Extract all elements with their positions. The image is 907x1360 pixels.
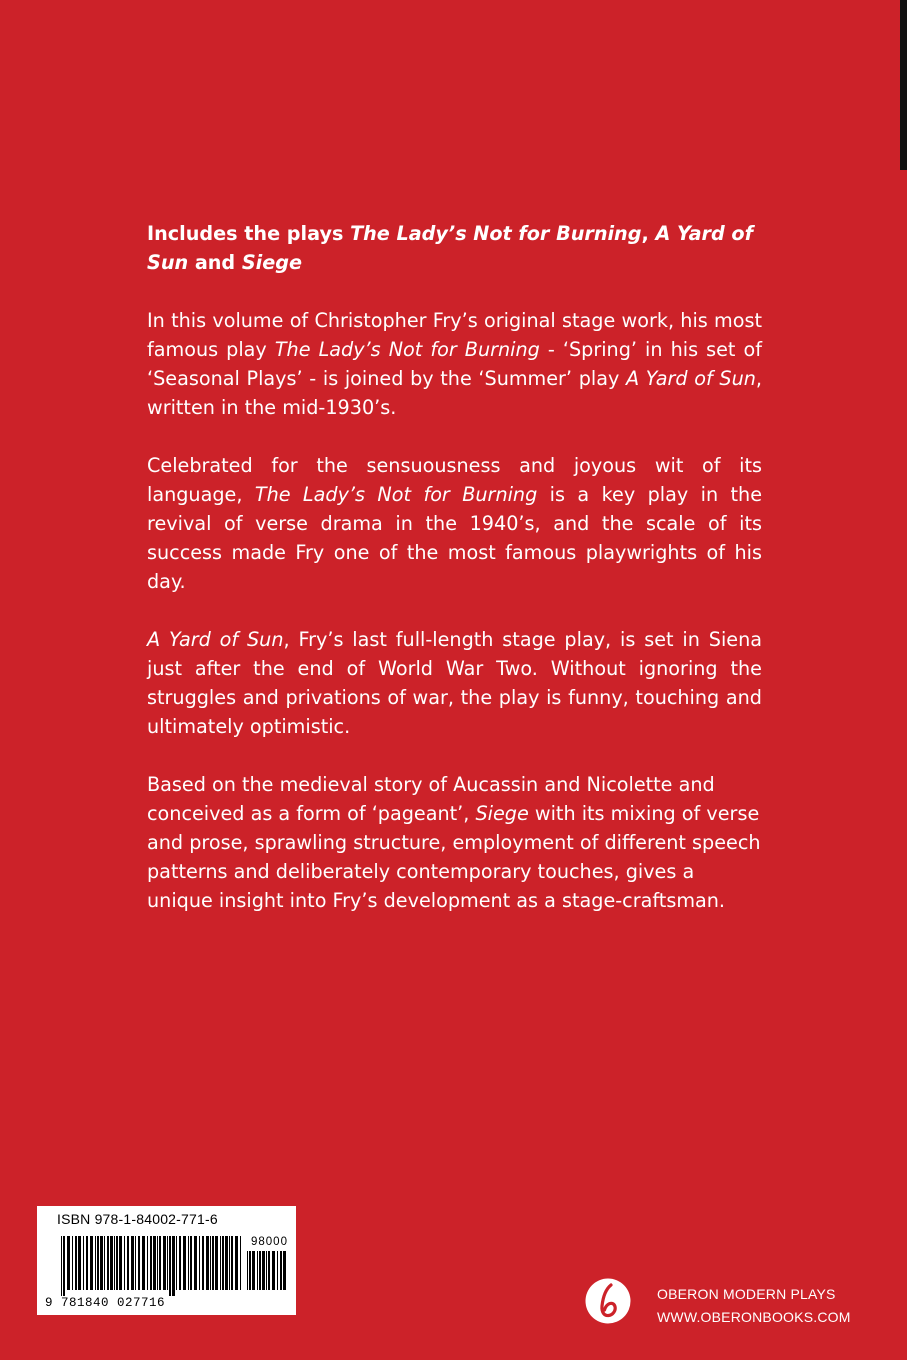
barcode-bar [277,1251,278,1290]
paragraph-volume-overview: In this volume of Christopher Fry’s original stage work, his most famous play The Lady’s Not for Burning - ‘Spring’ in his set of ‘Seasonal Plays’ - is joined by the ‘Summer’ play A Yard of Sun, written in the mid-1930’s. [147,309,763,419]
barcode-bar [107,1236,109,1290]
addon-barcode-bars [247,1251,287,1296]
barcode-bar [206,1236,209,1290]
barcode-bar [188,1236,189,1290]
barcode-bar [176,1236,177,1290]
barcode-bar [83,1236,84,1290]
barcode-bar [222,1236,224,1290]
publisher-website: WWW.OBERONBOOKS.COM [657,1309,851,1325]
barcode-bar [212,1236,214,1290]
back-cover-blurb [147,219,762,944]
barcode-bar [283,1251,286,1290]
barcode-bar [169,1236,171,1296]
barcode-bar [235,1236,238,1290]
paragraph-yard-of-sun: A Yard of Sun, Fry’s last full-length stage play, is set in Siena just after the end of World War Two. Without ignoring the struggles and privations of war, the play is funny, touching and ultimately optimistic. [147,628,762,738]
barcode-bar [172,1236,175,1296]
barcode-bar [266,1251,267,1290]
barcode-bar [194,1236,197,1290]
barcode-bar [210,1236,211,1290]
barcode-bar [63,1236,65,1296]
barcode-bar [262,1251,265,1290]
ean-digits: 9 781840 027716 [45,1296,166,1310]
barcode-bar [150,1236,152,1290]
barcode-bar [225,1236,228,1290]
barcode-bar [268,1251,270,1290]
barcode-bar [61,1236,62,1296]
barcode-bar [114,1236,115,1290]
barcode-bar [78,1236,81,1290]
isbn-barcode-label [37,1206,296,1315]
included-plays-heading: Includes the plays The Lady’s Not for Burning, A Yard of Sun and Siege [147,222,753,274]
barcode-bar [67,1236,70,1290]
barcode-bar [138,1236,140,1290]
barcode-bar [100,1236,103,1290]
barcode-bar [252,1251,255,1290]
barcode-bar [104,1236,105,1290]
barcode-bar [142,1236,145,1290]
barcode-bar [247,1251,248,1290]
publisher-info [657,1283,851,1329]
barcode-bar [147,1236,148,1290]
barcode-bar [72,1236,73,1290]
barcode-bar [157,1236,158,1290]
oberon-logo-icon [584,1277,632,1325]
barcode-bar [183,1236,186,1290]
barcode-bar [215,1236,218,1290]
barcode-bar [75,1236,77,1290]
barcode-bar [110,1236,113,1290]
paragraph-siege: Based on the medieval story of Aucassin and Nicolette and conceived as a form of ‘pageant’, Siege with its mixing of verse and prose, sprawling structure, employment of different speech patterns and deliberately contemporary touches, gives a unique insight into Fry’s development as a stage-craftsman. [147,773,761,912]
barcode-bar [131,1236,134,1290]
series-name: OBERON MODERN PLAYS [657,1286,836,1302]
barcode-bar [95,1236,96,1290]
barcode-bar [240,1236,241,1290]
barcode-bar [97,1236,99,1290]
barcode-bar [119,1236,122,1290]
barcode-bar [135,1236,136,1290]
barcode-bar [257,1251,258,1290]
barcode-bar [249,1251,251,1290]
barcode-bar [179,1236,181,1290]
barcode-bar [90,1236,93,1290]
barcode-bar [231,1236,233,1290]
barcode-bar [220,1236,221,1290]
barcode-bar [159,1236,161,1290]
barcode-bar [86,1236,88,1290]
barcode-bar [280,1251,282,1290]
barcode-bar [167,1236,168,1290]
barcode-bar [259,1251,261,1290]
barcode-bar [163,1236,166,1290]
barcode-bar [272,1251,275,1290]
ean-barcode-bars [61,1236,243,1296]
barcode-bar [124,1236,125,1290]
barcode-bar [116,1236,118,1290]
cover-edge-strip [900,0,907,170]
barcode-bar [190,1236,192,1290]
barcode-bar [229,1236,230,1290]
barcode-bar [153,1236,156,1290]
barcode-bar [199,1236,200,1290]
paragraph-ladys-not-for-burning: Celebrated for the sensuousness and joyous wit of its language, The Lady’s Not for Burning is a key play in the revival of verse drama in the 1940’s, and the scale of its success made Fry one of the most famous playwrights of his day. [147,454,762,593]
barcode-bar [127,1236,129,1290]
isbn-text: ISBN 978-1-84002-771-6 [57,1211,218,1227]
barcode-addon-digits: 98000 [251,1236,288,1248]
barcode-bar [202,1236,204,1290]
